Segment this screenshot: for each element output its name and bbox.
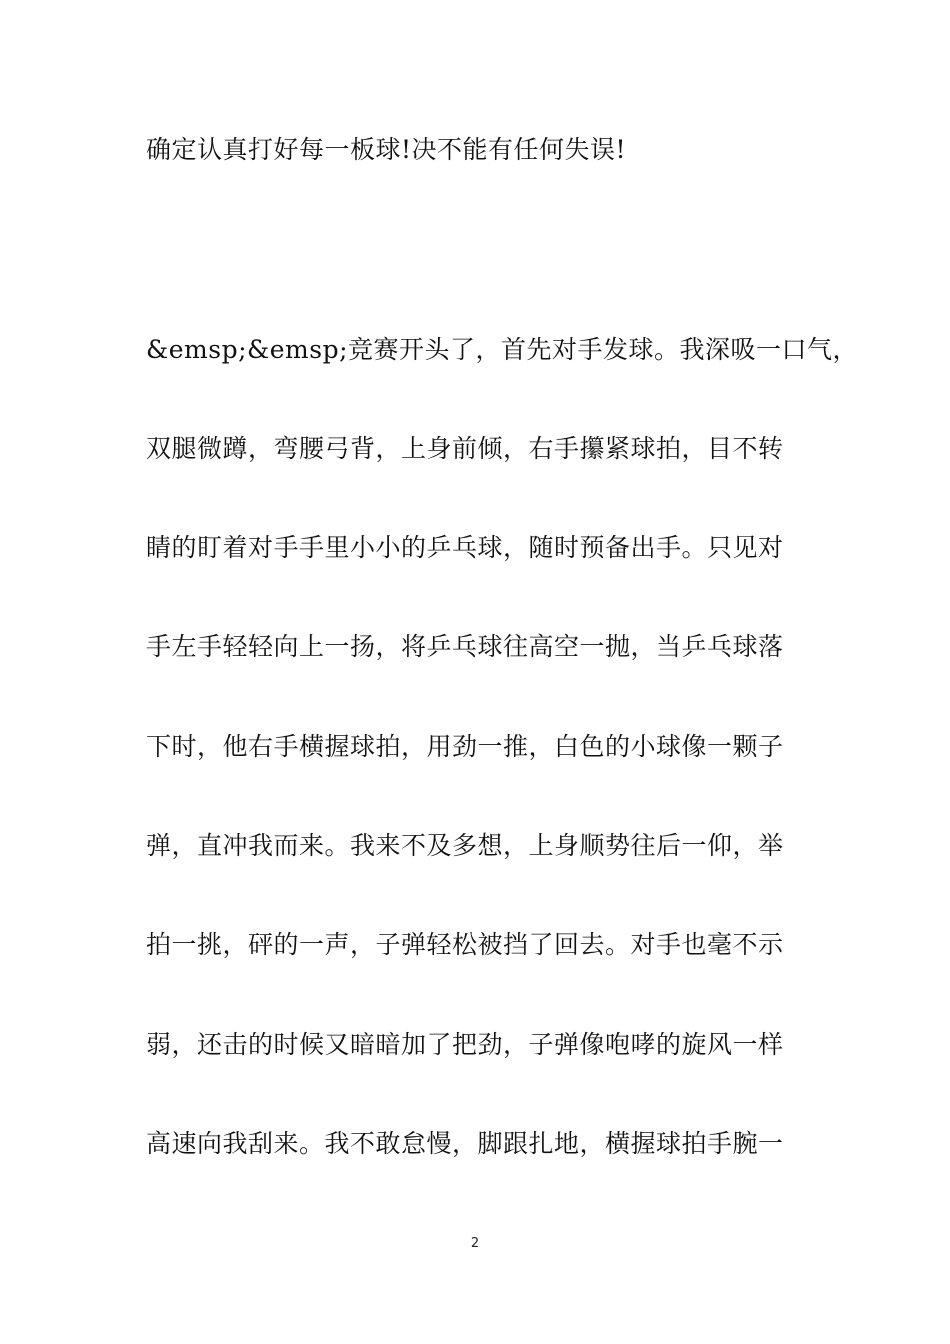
text-line-6: 下时，他右手横握球拍，用劲一推，白色的小球像一颗子: [146, 732, 784, 761]
text-line-10: 高速向我刮来。我不敢怠慢，脚跟扎地，横握球拍手腕一: [146, 1129, 784, 1158]
text-line-1: 确定认真打好每一板球!决不能有任何失误!: [146, 135, 627, 164]
text-line-5: 手左手轻轻向上一扬，将乒乓球往高空一抛，当乒乓球落: [146, 632, 784, 661]
text-line-8: 拍一挑，砰的一声，子弹轻松被挡了回去。对手也毫不示: [146, 930, 784, 959]
page-number: 2: [470, 1236, 480, 1251]
text-line-4: 睛的盯着对手手里小小的乒乓球，随时预备出手。只见对: [146, 533, 784, 562]
text-line-7: 弹，直冲我而来。我来不及多想，上身顺势往后一仰，举: [146, 831, 784, 860]
text-line-3: 双腿微蹲，弯腰弓背，上身前倾，右手攥紧球拍，目不转: [146, 434, 784, 463]
text-line-9: 弱，还击的时候又暗暗加了把劲，子弹像咆哮的旋风一样: [146, 1030, 784, 1059]
text-line-2: &emsp;&emsp;竞赛开头了，首先对手发球。我深吸一口气，: [146, 335, 859, 364]
